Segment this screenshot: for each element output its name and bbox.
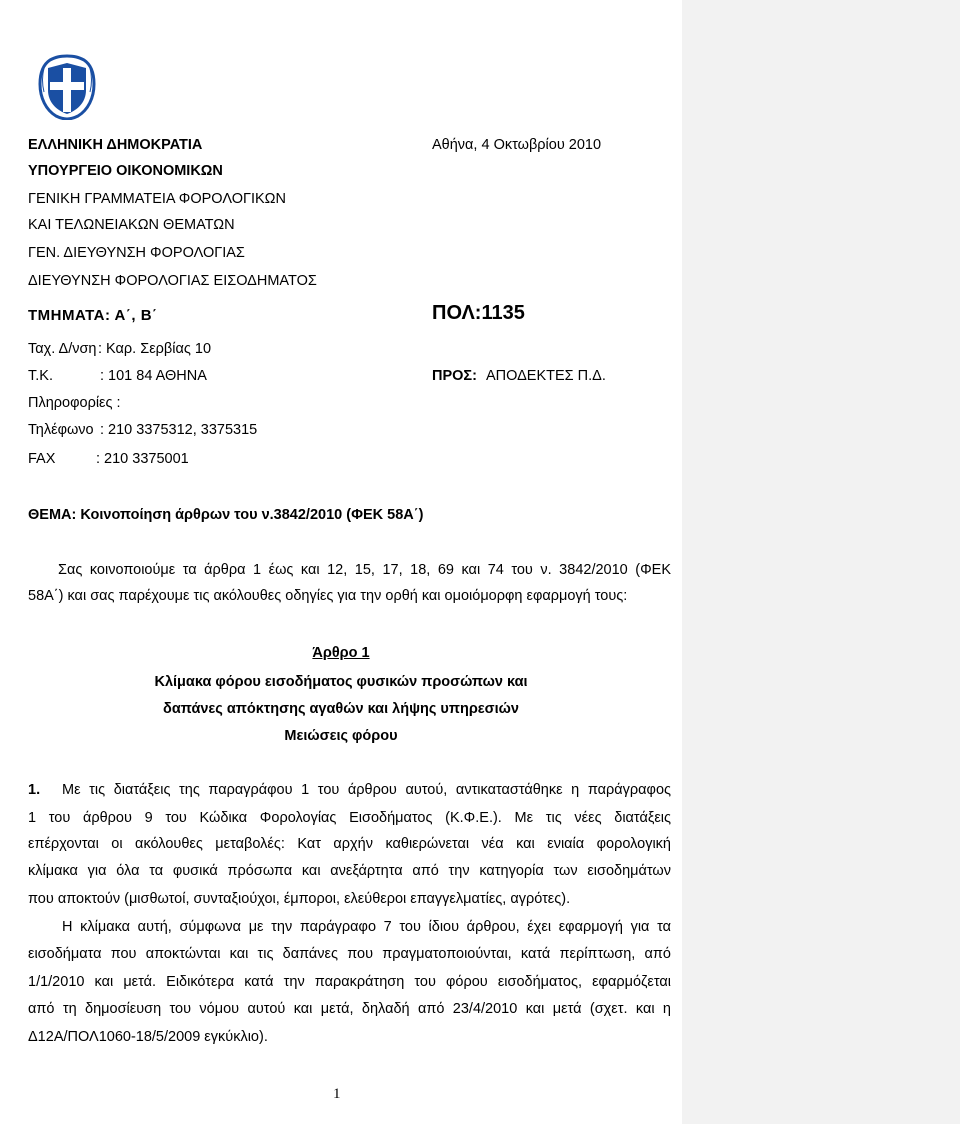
article-title-line: Κλίμακα φόρου εισοδήματος φυσικών προσώπων και — [154, 674, 528, 690]
intro-line: 58Α΄) και σας παρέχουμε τις ακόλουθες οδηγίες για την ορθή και ομοιόμορφη εφαρμογή τους: — [28, 588, 628, 604]
paragraph-line: Με τις διατάξεις της παραγράφου 1 του άρθρου αυτού, αντικαταστάθηκε η παράγραφος — [62, 782, 671, 798]
org-line: ΓΕΝΙΚΗ ΓΡΑΜΜΑΤΕΙΑ ΦΟΡΟΛΟΓΙΚΩΝ — [28, 191, 286, 207]
paragraph-line: 1 του άρθρου 9 του Κώδικα Φορολογίας Εισοδήματος (Κ.Φ.Ε.). Με τις νέες διατάξεις — [28, 810, 671, 826]
paragraph-line: που αποκτούν (μισθωτοί, συνταξιούχοι, έμποροι, ελεύθεροι επαγγελματίες, αγρότες). — [28, 891, 571, 907]
address-label: Ταχ. Δ/νση — [28, 341, 97, 357]
paragraph-line: Δ12Α/ΠΟΛ1060-18/5/2009 εγκύκλιο). — [28, 1029, 268, 1045]
departments: ΤΜΗΜΑΤΑ: Α΄, Β΄ — [28, 307, 158, 324]
org-line: ΓΕΝ. ΔΙΕΥΘΥΝΣΗ ΦΟΡΟΛΟΓΙΑΣ — [28, 245, 245, 261]
org-line: ΚΑΙ ΤΕΛΩΝΕΙΑΚΩΝ ΘΕΜΑΤΩΝ — [28, 217, 235, 233]
postcode-label: Τ.Κ. — [28, 368, 53, 384]
recipient-label: ΠΡΟΣ: — [432, 368, 477, 384]
document-date: Αθήνα, 4 Οκτωβρίου 2010 — [432, 137, 602, 153]
page-number: 1 — [333, 1086, 341, 1102]
intro-line: Σας κοινοποιούμε τα άρθρα 1 έως και 12, 15, 17, 18, 69 και 74 του ν. 3842/2010 (ΦΕΚ — [58, 562, 671, 578]
greek-coat-of-arms-icon — [36, 54, 98, 120]
recipient-value: ΑΠΟΔΕΚΤΕΣ Π.Δ. — [486, 368, 606, 384]
paragraph-number: 1. — [28, 782, 41, 798]
paragraph-line: Η κλίμακα αυτή, σύμφωνα με την παράγραφο 7 του ίδιου άρθρου, έχει εφαρμογή για τα — [62, 919, 671, 935]
article-title-line: δαπάνες απόκτησης αγαθών και λήψης υπηρεσιών — [163, 701, 519, 717]
article-number-text: Άρθρο 1 — [312, 645, 370, 661]
org-line: ΔΙΕΥΘΥΝΣΗ ΦΟΡΟΛΟΓΙΑΣ ΕΙΣΟΔΗΜΑΤΟΣ — [28, 273, 317, 289]
paragraph-line: κλίμακα για όλα τα φυσικά πρόσωπα και ανεξάρτητα από την κατηγορία των εισοδημάτων — [28, 863, 671, 879]
paragraph-line: 1/1/2010 και μετά. Ειδικότερα κατά την παρακράτηση του φόρου εισοδήματος, εφαρμόζεται — [28, 974, 671, 990]
org-line: ΕΛΛΗΝΙΚΗ ΔΗΜΟΚΡΑΤΙΑ — [28, 137, 203, 153]
org-line: ΥΠΟΥΡΓΕΙΟ ΟΙΚΟΝΟΜΙΚΩΝ — [28, 163, 223, 179]
article-number — [0, 644, 682, 662]
address-value: : Καρ. Σερβίας 10 — [98, 341, 212, 357]
comment-margin — [682, 0, 960, 1124]
fax-value: : 210 3375001 — [96, 451, 189, 467]
phone-value: : 210 3375312, 3375315 — [100, 422, 258, 438]
postcode-value: : 101 84 ΑΘΗΝΑ — [100, 368, 207, 384]
reference-number: ΠΟΛ:1135 — [432, 302, 525, 324]
phone-label: Τηλέφωνο — [28, 422, 94, 438]
paragraph-line: επέρχονται οι ακόλουθες μεταβολές: Κατ αρχήν καθιερώνεται νέα και ενιαία φορολογική — [28, 836, 671, 852]
subject-line: ΘΕΜΑ: Κοινοποίηση άρθρων του ν.3842/2010 (ΦΕΚ 58Α΄) — [28, 507, 424, 523]
info-label: Πληροφορίες : — [28, 395, 121, 411]
article-title-line: Μειώσεις φόρου — [284, 728, 398, 744]
paragraph-line: από τη δημοσίευση του νόμου αυτού και μετά, δηλαδή από 23/4/2010 και μετά (σχετ. και η — [28, 1001, 671, 1017]
paragraph-line: εισοδήματα που αποκτώνται και τις δαπάνες που πραγματοποιούνται, κατά περίπτωση, από — [28, 946, 671, 962]
fax-label: FAX — [28, 451, 56, 467]
